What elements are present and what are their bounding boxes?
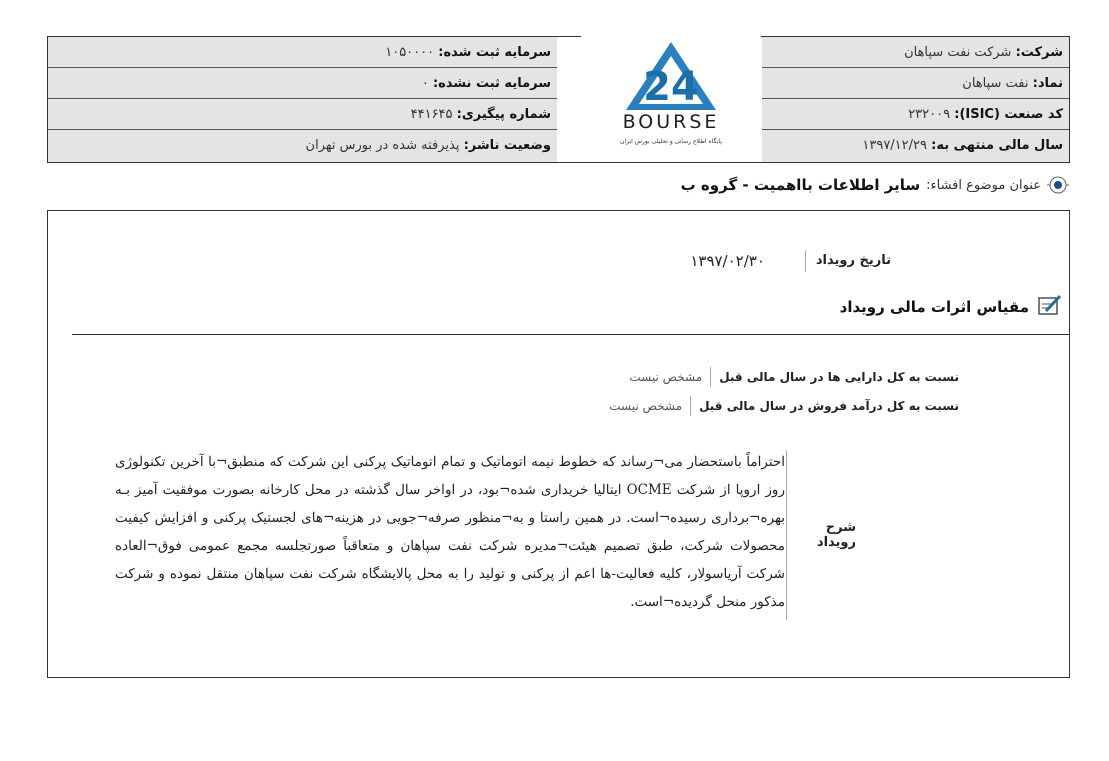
publisher-status-value: پذیرفته شده در بورس تهران: [305, 138, 460, 153]
registered-capital-value: ۱۰۵۰۰۰۰: [385, 45, 435, 60]
isic-value: ۲۳۲۰۰۹: [908, 107, 951, 122]
section-divider: [72, 334, 1070, 335]
company-value: شرکت نفت سپاهان: [904, 45, 1012, 60]
company-label: شرکت:: [1015, 45, 1063, 60]
financial-impact-section-title: [840, 294, 1063, 320]
symbol-row: [762, 68, 1069, 99]
fiscal-row: [762, 130, 1069, 162]
symbol-label: نماد:: [1032, 76, 1063, 91]
event-date-label: تاریخ رویداد: [805, 250, 891, 272]
edit-note-icon: [1037, 294, 1063, 320]
company-info-column: [762, 37, 1069, 162]
publisher-status-row: [48, 130, 557, 162]
revenue-ratio-label: نسبت به کل درآمد فروش در سال مالی قبل: [690, 396, 959, 416]
fiscal-label: سال مالی منتهی به:: [931, 138, 1063, 153]
assets-ratio-value: مشخص نیست: [629, 370, 703, 384]
disclosure-topic: [681, 174, 1069, 196]
isic-label: کد صنعت (ISIC):: [954, 107, 1063, 122]
assets-ratio-label: نسبت به کل دارایی ها در سال مالی قبل: [710, 367, 959, 387]
fiscal-value: ۱۳۹۷/۱۲/۲۹: [862, 138, 927, 153]
tracking-value: ۴۴۱۶۴۵: [410, 107, 453, 122]
unregistered-capital-row: [48, 68, 557, 99]
section-title-text: مقیاس اثرات مالی رویداد: [839, 298, 1029, 316]
topic-label: عنوان موضوع افشاء:: [926, 177, 1041, 193]
publisher-status-label: وضعیت ناشر:: [463, 138, 551, 153]
isic-row: [762, 99, 1069, 130]
registered-capital-label: سرمایه ثبت شده:: [438, 45, 551, 60]
topic-value: سایر اطلاعات بااهمیت - گروه ب: [680, 176, 921, 194]
company-row: [762, 37, 1069, 68]
event-date-value: ۱۳۹۷/۰۲/۳۰: [690, 252, 765, 270]
unregistered-capital-value: ۰: [421, 76, 429, 91]
symbol-value: نفت سپاهان: [962, 76, 1029, 91]
bourse24-logo-graphic: [581, 30, 761, 155]
bourse24-logo: [581, 30, 761, 155]
revenue-ratio-row: [609, 396, 959, 416]
tracking-row: [48, 99, 557, 130]
event-date-row: [690, 250, 891, 272]
event-description-label: [786, 450, 856, 620]
target-bullet-icon: [1047, 174, 1069, 196]
logo-number: 24: [643, 64, 699, 110]
assets-ratio-row: [629, 367, 959, 387]
revenue-ratio-value: مشخص نیست: [609, 399, 683, 413]
registered-capital-row: [48, 37, 557, 68]
unregistered-capital-label: سرمایه ثبت نشده:: [432, 76, 551, 91]
company-info-table: [47, 36, 1070, 163]
event-description-text: احتراماً باستحضار می¬رساند که خطوط نیمه اتوماتیک و تمام اتوماتیک پرکنی این شرکت که منطبق¬با آخرین تکنولوژی روز اروپا از شرکت OCME ایتالیا خریداری شده¬بود، در اواخر سال گذشته در محل کارخانه بصورت موفقیت آمیز بـه بهره¬برداری رسیده¬است. در همین راستا و به¬منظور صرفه¬جویی در هزینه¬های لجستیک پرکنی و افزایش کیفیت محصولات شرکت، طبق تصمیم هیئت¬مدیره شرکت نفت سپاهان و متعاقباً صورتجلسه مجمع عمومی فوق¬العاده شرکت آریاسولار، کلیه فعالیت-ها اعم از پرکنی و تولید را به محل پالایشگاه شرکت نفت سپاهان منتقل نموده و شرکت مذکور منحل گردیده¬است.: [115, 454, 785, 610]
logo-tagline: پایگاه اطلاع رسانی و تحلیلی بورس ایران: [620, 138, 722, 145]
tracking-label: شماره پیگیری:: [456, 107, 551, 122]
event-description-label-text: شرح رویداد: [816, 520, 856, 550]
capital-info-column: [48, 37, 557, 162]
logo-word: BOURSE: [622, 111, 720, 133]
